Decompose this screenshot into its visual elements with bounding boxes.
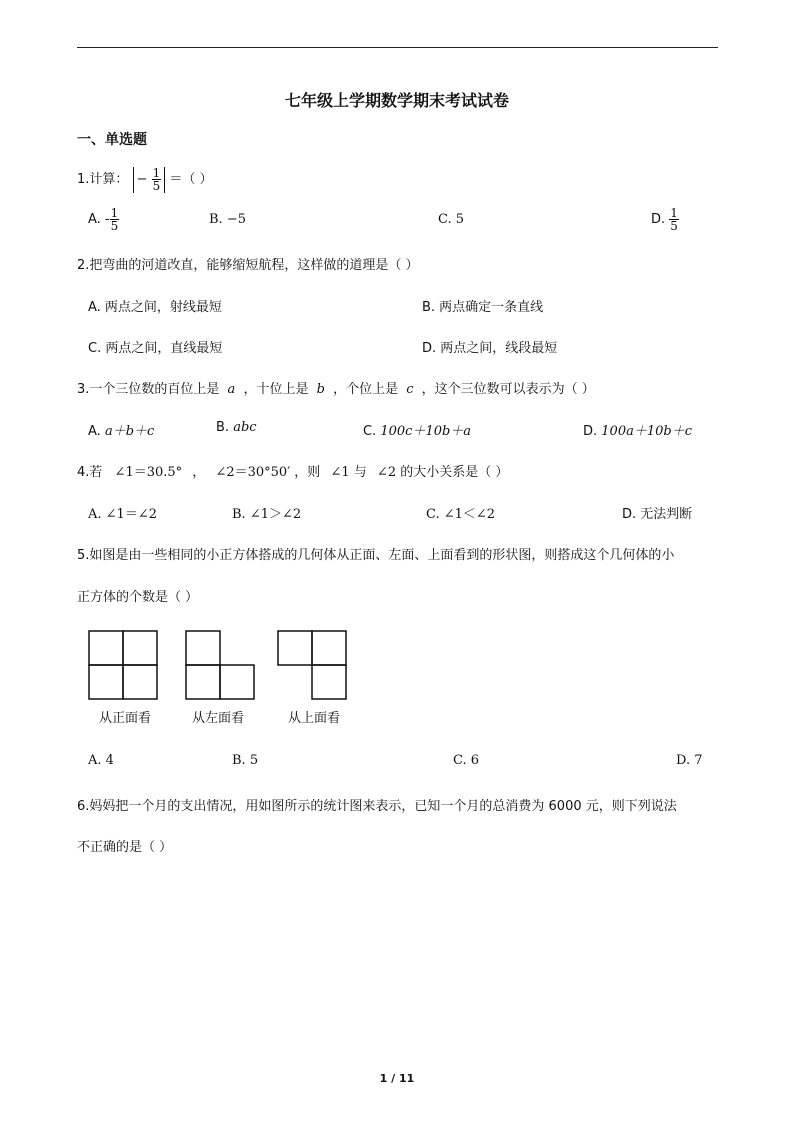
question-6-stem-line-2: 不正确的是（ ） — [77, 840, 173, 855]
q1-stem-suffix: ＝（ ） — [169, 172, 213, 187]
q4-stem-part-b: ，则 — [294, 465, 321, 480]
q2-option-b: B. 两点确定一条直线 — [422, 300, 544, 315]
q3-stem-part-c: ，个位上是 — [333, 382, 399, 397]
q4-option-a: A. ∠1＝∠2 — [88, 507, 157, 522]
q5-option-c: C. 6 — [453, 753, 480, 768]
q1-option-d-label: D. — [651, 212, 666, 227]
q3-option-a-expr: a＋b＋c — [104, 424, 155, 439]
q1-option-a-denominator: 5 — [110, 219, 119, 233]
q4-angle-2-value: ∠2＝30°50′ — [215, 465, 291, 480]
top-view-figure — [277, 630, 347, 700]
q3-option-d-expr: 100a＋10b＋c — [601, 424, 692, 439]
q1-option-a-label: A. - — [88, 212, 110, 227]
q3-option-d-label: D. — [583, 424, 602, 439]
q3-option-a-label: A. — [88, 424, 105, 439]
q3-stem-part-b: ，十位上是 — [243, 382, 309, 397]
q3-stem-part-a: 3.一个三位数的百位上是 — [77, 382, 220, 397]
q1-fraction-denominator: 5 — [152, 178, 161, 193]
q3-option-b-label: B. — [216, 420, 234, 435]
q3-option-c-label: C. — [363, 424, 381, 439]
section-heading: 一、单选题 — [77, 132, 147, 148]
left-view-figure — [185, 630, 255, 700]
q3-var-a: a — [227, 382, 236, 397]
question-1-stem — [77, 166, 213, 194]
q1-option-b: B. −5 — [209, 212, 246, 227]
question-3-stem — [77, 378, 595, 397]
top-view-label: 从上面看 — [288, 711, 341, 726]
q3-var-b: b — [316, 382, 325, 397]
q4-option-b: B. ∠1＞∠2 — [232, 507, 302, 522]
q4-option-d: D. 无法判断 — [622, 507, 693, 522]
q1-option-a — [88, 206, 119, 234]
q3-option-d — [583, 420, 692, 439]
q3-option-a — [88, 420, 154, 439]
page-number: 1 / 11 — [379, 1072, 415, 1085]
q4-option-c: C. ∠1＜∠2 — [426, 507, 496, 522]
q3-stem-part-d: ，这个三位数可以表示为（ ） — [421, 382, 595, 397]
q1-option-a-numerator: 1 — [110, 206, 119, 220]
q4-stem-part-d: 的大小关系是（ ） — [400, 465, 509, 480]
q3-var-c: c — [406, 382, 414, 397]
q3-option-b-expr: abc — [233, 420, 257, 435]
q5-option-d: D. 7 — [676, 753, 703, 768]
q2-option-c: C. 两点之间，直线最短 — [88, 341, 223, 356]
front-view-figure — [88, 630, 158, 700]
left-view-label: 从左面看 — [192, 711, 245, 726]
q1-stem-prefix: 1.计算： — [77, 172, 129, 187]
exam-title: 七年级上学期数学期末考试试卷 — [284, 91, 509, 110]
question-6-stem-line-1: 6.妈妈把一个月的支出情况，用如图所示的统计图来表示，已知一个月的总消费为 6000 元，则下列说法 — [77, 799, 677, 814]
q4-stem-part-c: 与 — [353, 465, 367, 480]
q4-angle-1-value: ∠1＝30.5° — [114, 465, 183, 480]
q1-option-a-fraction — [110, 207, 120, 232]
front-view-label: 从正面看 — [99, 711, 152, 726]
q4-stem-part-a: 4.若 — [77, 465, 103, 480]
q3-option-c — [363, 420, 471, 439]
q4-angle-2: ∠2 — [376, 465, 397, 480]
q5-option-a: A. 4 — [88, 753, 114, 768]
q5-option-b: B. 5 — [232, 753, 259, 768]
q2-option-d: D. 两点之间，线段最短 — [422, 341, 558, 356]
q1-absolute-value — [133, 167, 166, 193]
question-5-stem-line-1: 5.如图是由一些相同的小正方体搭成的几何体从正面、左面、上面看到的形状图，则搭成这个几何体的小 — [77, 548, 675, 563]
q1-option-d — [651, 206, 679, 234]
question-5-stem-line-2: 正方体的个数是（ ） — [77, 590, 199, 605]
q1-fraction-numerator: 1 — [152, 165, 161, 180]
q1-option-d-denominator: 5 — [670, 219, 678, 233]
question-4-stem — [77, 461, 508, 480]
q4-angle-1: ∠1 — [330, 465, 350, 480]
q1-minus-sign: − — [136, 171, 148, 187]
q4-separator: ， — [192, 465, 206, 480]
question-2-stem: 2.把弯曲的河道改直，能够缩短航程，这样做的道理是（ ） — [77, 258, 419, 273]
q3-option-b — [216, 420, 257, 435]
q3-option-c-expr: 100c＋10b＋a — [380, 424, 472, 439]
q1-fraction — [152, 167, 162, 192]
q2-option-a: A. 两点之间，射线最短 — [88, 300, 222, 315]
q1-option-d-numerator: 1 — [670, 206, 678, 220]
q1-option-d-fraction — [669, 207, 679, 232]
q1-option-c: C. 5 — [438, 212, 465, 227]
header-rule — [77, 47, 718, 48]
